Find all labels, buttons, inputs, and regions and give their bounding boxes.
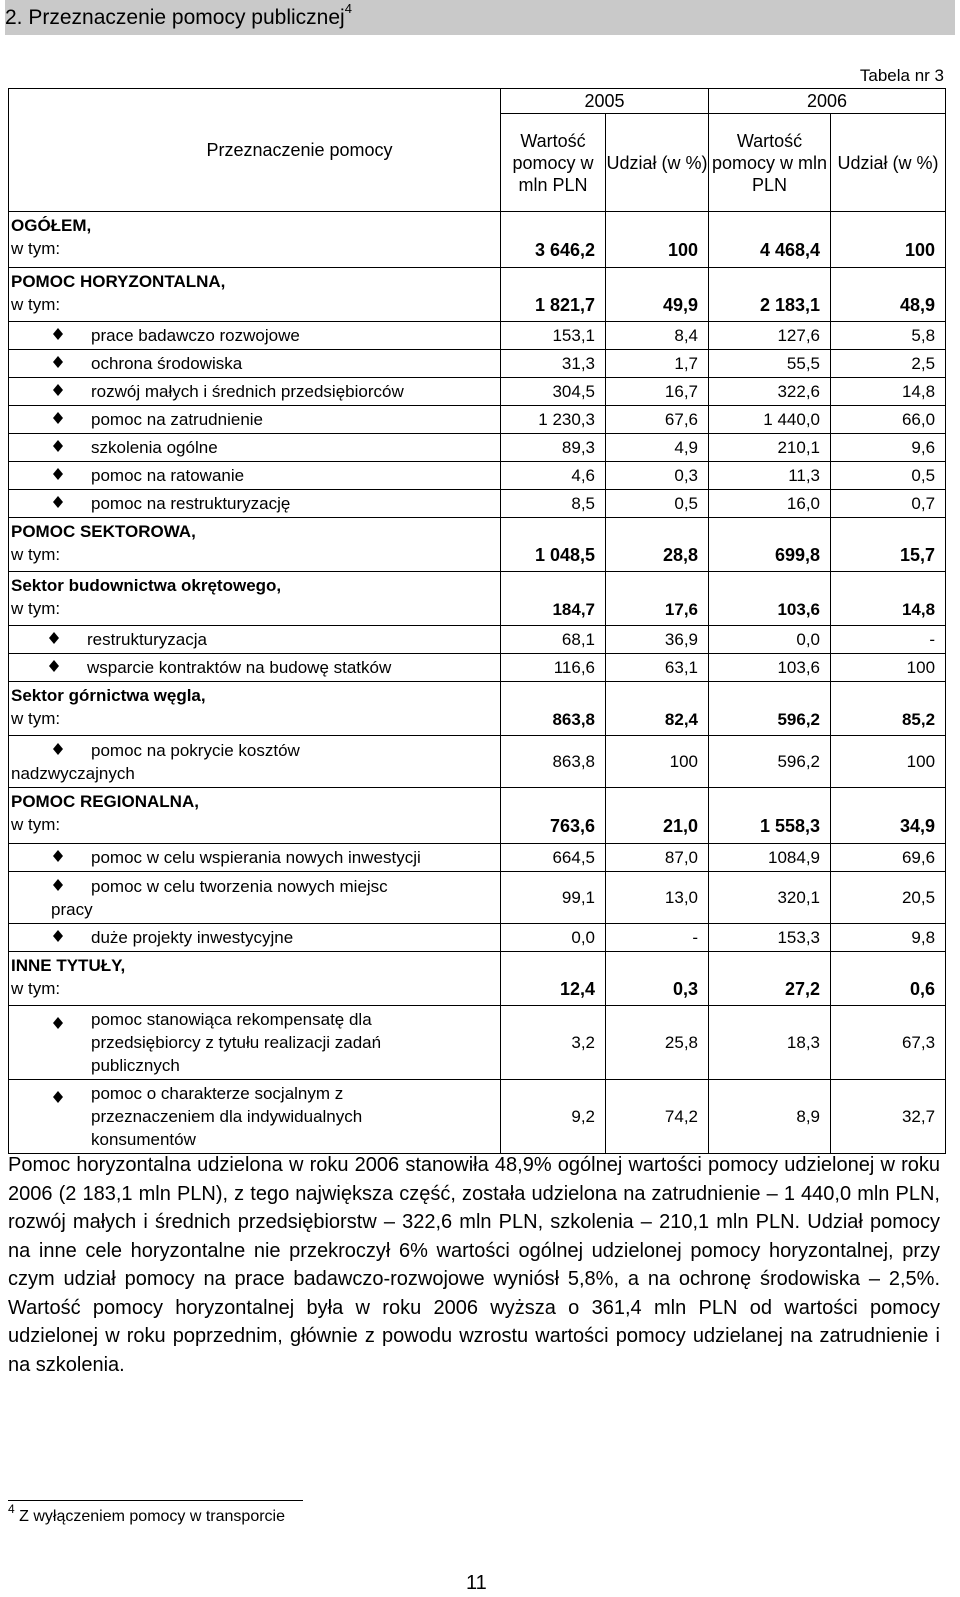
row-title: pomoc na pokrycie kosztów [91,740,300,760]
cell-s2: 14,8 [831,378,946,406]
cell-v2: 127,6 [709,322,831,350]
row-label [9,1080,501,1154]
cell-v2: 27,2 [709,952,831,1006]
row-label [9,736,501,788]
bullet-icon [53,323,63,333]
cell-s2: 2,5 [831,350,946,378]
row-label [9,924,501,952]
bullet-icon [53,845,63,855]
row-subtitle: w tym: [11,545,61,564]
row-label [9,952,501,1006]
cell-s2: 9,6 [831,434,946,462]
cell-v2: 210,1 [709,434,831,462]
row-title: POMOC SEKTOROWA, [11,522,196,541]
cell-s1: 36,9 [606,626,709,654]
table-row [9,844,946,872]
table-row [9,788,946,844]
cell-s2: 9,8 [831,924,946,952]
row-label [9,872,501,924]
cell-v2: 2 183,1 [709,268,831,322]
cell-s2: 48,9 [831,268,946,322]
table-row [9,654,946,682]
table-row [9,212,946,268]
cell-s1: 100 [606,212,709,268]
cell-v2: 103,6 [709,654,831,682]
table-row [9,1006,946,1080]
bullet-icon [53,874,63,884]
row-title: pomoc na ratowanie [91,466,245,485]
row-label [9,844,501,872]
row-title: pomoc stanowiąca rekompensatę dla przedsiębiorcy z tytułu realizacji zadań publicznych [91,1010,382,1075]
bullet-icon [53,491,63,501]
cell-v2: 699,8 [709,518,831,572]
cell-s2: 100 [831,654,946,682]
page-number: 11 [466,1572,487,1594]
bullet-icon [53,738,63,748]
table-row [9,626,946,654]
row-title: INNE TYTUŁY, [11,956,126,975]
table-row [9,518,946,572]
row-label [9,1006,501,1080]
table-row [9,872,946,924]
cell-v1: 1 821,7 [501,268,606,322]
row-label [9,434,501,462]
row-label [9,626,501,654]
header-row-label: Przeznaczenie pomocy [9,89,501,212]
row-title: pomoc o charakterze socjalnym z przeznaczeniem dla indywidualnych konsumentów [91,1084,363,1149]
cell-v1: 99,1 [501,872,606,924]
row-title: szkolenia ogólne [91,438,218,457]
cell-v1: 31,3 [501,350,606,378]
cell-v2: 1084,9 [709,844,831,872]
cell-s2: 20,5 [831,872,946,924]
cell-s1: 87,0 [606,844,709,872]
cell-v2: 1 440,0 [709,406,831,434]
row-label [9,462,501,490]
cell-s1: 74,2 [606,1080,709,1154]
row-label [9,654,501,682]
footnote-text: Z wyłączeniem pomocy w transporcie [19,1508,286,1525]
cell-s2: 34,9 [831,788,946,844]
cell-v1: 1 230,3 [501,406,606,434]
cell-s2: 14,8 [831,572,946,626]
cell-v1: 3,2 [501,1006,606,1080]
header-year-2005: 2005 [501,89,709,114]
row-subtitle: pracy [51,899,93,919]
cell-v2: 55,5 [709,350,831,378]
cell-s2: 0,7 [831,490,946,518]
aid-table [8,88,946,1154]
table-row [9,268,946,322]
bullet-icon [53,379,63,389]
cell-s2: 85,2 [831,682,946,736]
cell-v1: 664,5 [501,844,606,872]
row-subtitle: nadzwyczajnych [11,763,135,783]
bullet-icon [53,407,63,417]
row-title: pomoc w celu wspierania nowych inwestycji [91,848,421,867]
cell-s1: 49,9 [606,268,709,322]
cell-s1: 21,0 [606,788,709,844]
cell-s1: 0,3 [606,462,709,490]
cell-v1: 184,7 [501,572,606,626]
cell-s1: 100 [606,736,709,788]
row-title: pomoc na zatrudnienie [91,410,264,429]
cell-s2: 67,3 [831,1006,946,1080]
cell-s1: 0,5 [606,490,709,518]
cell-s2: 66,0 [831,406,946,434]
cell-s2: 32,7 [831,1080,946,1154]
cell-s1: 28,8 [606,518,709,572]
cell-s1: 13,0 [606,872,709,924]
cell-v1: 863,8 [501,736,606,788]
cell-s1: 25,8 [606,1006,709,1080]
cell-v1: 89,3 [501,434,606,462]
cell-v2: 322,6 [709,378,831,406]
table-row [9,322,946,350]
row-label [9,406,501,434]
cell-s1: 4,9 [606,434,709,462]
cell-v2: 4 468,4 [709,212,831,268]
row-title: POMOC REGIONALNA, [11,792,199,811]
table-row [9,406,946,434]
footnote-number: 4 [8,1502,15,1516]
cell-s1: 63,1 [606,654,709,682]
cell-v1: 153,1 [501,322,606,350]
table-row [9,490,946,518]
footnote [8,1502,286,1526]
cell-s2: 0,6 [831,952,946,1006]
table-row [9,1080,946,1154]
bullet-icon [49,655,59,665]
row-label [9,378,501,406]
row-title: duże projekty inwestycyjne [91,928,294,947]
cell-s1: 82,4 [606,682,709,736]
section-heading [5,0,955,35]
cell-v2: 1 558,3 [709,788,831,844]
cell-s2: 15,7 [831,518,946,572]
body-paragraph: Pomoc horyzontalna udzielona w roku 2006 stanowiła 48,9% ogólnej wartości pomocy udzielonej w roku 2006 (2 183,1 mln PLN), z tego największa część, została udzielona na zatrudnienie – 1 440,0 mln PLN, rozwój małych i średnich przedsiębiorstw – 322,6 mln PLN, szkolenia – 210,1 mln PLN. Udział pomocy na inne cele horyzontalne nie przekroczył 6% wartości ogólnej udzielonej pomocy horyzontalnej, przy czym udział pomocy na prace badawczo-rozwojowe wyniósł 5,8%, a na ochronę środowiska – 2,5%. Wartość pomocy horyzontalnej była w roku 2006 wyższa o 361,4 mln PLN od wartości pomocy udzielonej w roku poprzednim, głównie z powodu wzrostu wartości pomocy udzielanej na zatrudnienie i na szkolenia. [8,1154,940,1376]
section-title: Przeznaczenie pomocy publicznej [28,6,345,29]
cell-s2: 100 [831,736,946,788]
row-label [9,350,501,378]
cell-v1: 763,6 [501,788,606,844]
cell-v2: 596,2 [709,682,831,736]
row-subtitle: w tym: [11,979,61,998]
row-subtitle: w tym: [11,599,61,618]
cell-v1: 0,0 [501,924,606,952]
table-row [9,462,946,490]
header-share-2006: Udział (w %) [831,114,946,212]
table-row [9,378,946,406]
row-title: pomoc na restrukturyzację [91,494,291,513]
cell-v2: 103,6 [709,572,831,626]
cell-v1: 8,5 [501,490,606,518]
bullet-icon [49,627,59,637]
row-title: POMOC HORYZONTALNA, [11,272,226,291]
bullet-icon [53,351,63,361]
header-share-2005: Udział (w %) [606,114,709,212]
bullet-icon [53,463,63,473]
header-value-2005: Wartość pomocy w mln PLN [501,114,606,212]
section-number: 2. [5,6,23,29]
table-row [9,952,946,1006]
row-title: Sektor budownictwa okrętowego, [11,576,282,595]
row-title: rozwój małych i średnich przedsiębiorców [91,382,404,401]
cell-s1: 8,4 [606,322,709,350]
cell-v1: 9,2 [501,1080,606,1154]
bullet-icon [53,925,63,935]
table-label: Tabela nr 3 [859,66,944,85]
row-label [9,682,501,736]
cell-s2: 5,8 [831,322,946,350]
row-label [9,518,501,572]
cell-v1: 68,1 [501,626,606,654]
cell-s1: 1,7 [606,350,709,378]
cell-v1: 4,6 [501,462,606,490]
cell-v2: 153,3 [709,924,831,952]
table-row [9,924,946,952]
bullet-icon [53,1086,63,1096]
cell-v1: 116,6 [501,654,606,682]
row-label [9,490,501,518]
table-row [9,736,946,788]
row-title: pomoc w celu tworzenia nowych miejsc [91,876,388,896]
cell-v2: 18,3 [709,1006,831,1080]
footnote-ref: 4 [344,1,352,16]
row-title: Sektor górnictwa węgla, [11,686,206,705]
row-title: prace badawczo rozwojowe [91,326,300,345]
row-title: OGÓŁEM, [11,216,92,235]
cell-s1: 0,3 [606,952,709,1006]
cell-s2: 0,5 [831,462,946,490]
row-label [9,212,501,268]
row-subtitle: w tym: [11,815,61,834]
row-subtitle: w tym: [11,709,61,728]
row-subtitle: w tym: [11,239,61,258]
row-title: wsparcie kontraktów na budowę statków [87,658,392,677]
cell-v2: 596,2 [709,736,831,788]
row-label [9,322,501,350]
row-label [9,572,501,626]
header-year-2006: 2006 [709,89,946,114]
row-label [9,788,501,844]
cell-v1: 12,4 [501,952,606,1006]
cell-v2: 8,9 [709,1080,831,1154]
cell-v2: 16,0 [709,490,831,518]
cell-v1: 304,5 [501,378,606,406]
header-value-2006: Wartość pomocy w mln PLN [709,114,831,212]
row-subtitle: w tym: [11,295,61,314]
cell-v2: 0,0 [709,626,831,654]
table-row [9,572,946,626]
table-row [9,434,946,462]
cell-v1: 863,8 [501,682,606,736]
cell-v1: 1 048,5 [501,518,606,572]
cell-v2: 320,1 [709,872,831,924]
footnote-divider [8,1500,303,1501]
cell-v1: 3 646,2 [501,212,606,268]
bullet-icon [53,1012,63,1022]
cell-s1: 17,6 [606,572,709,626]
cell-s1: - [606,924,709,952]
cell-s1: 67,6 [606,406,709,434]
cell-s2: 100 [831,212,946,268]
cell-s2: 69,6 [831,844,946,872]
row-title: restrukturyzacja [87,630,207,649]
table-row [9,350,946,378]
row-label [9,268,501,322]
cell-v2: 11,3 [709,462,831,490]
cell-s2: - [831,626,946,654]
cell-s1: 16,7 [606,378,709,406]
row-title: ochrona środowiska [91,354,243,373]
table-row [9,682,946,736]
bullet-icon [53,435,63,445]
